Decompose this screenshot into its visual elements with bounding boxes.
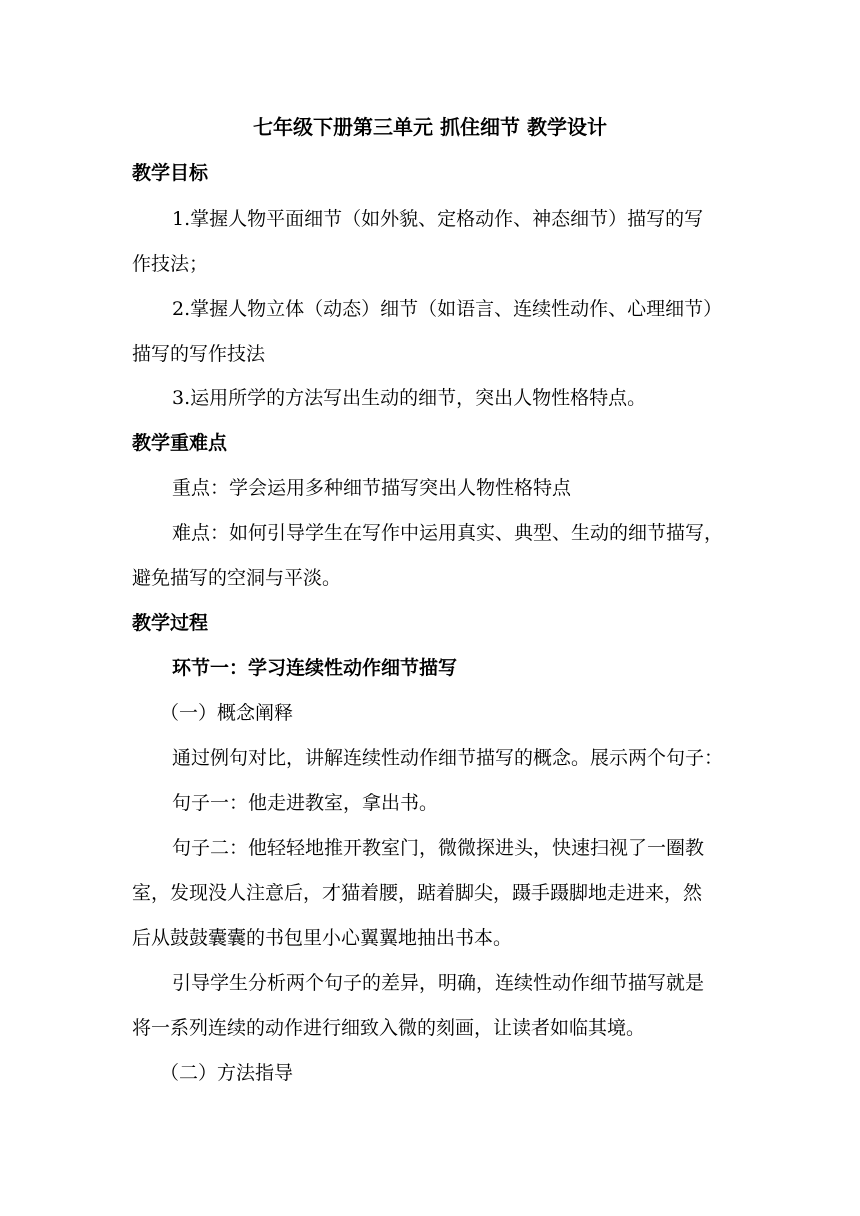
sub-2-title: （二）方法指导 <box>160 1062 294 1084</box>
key-points-heading: 教学重难点 <box>132 432 228 454</box>
sentence-2-line-1: 句子二：他轻轻地推开教室门，微微探进头，快速扫视了一圈教 <box>172 837 705 859</box>
document-title: 七年级下册第三单元 抓住细节 教学设计 <box>253 115 607 139</box>
difficult-point-line-2: 避免描写的空洞与平淡。 <box>132 567 342 589</box>
process-heading: 教学过程 <box>132 612 209 634</box>
objective-3: 3.运用所学的方法写出生动的细节，突出人物性格特点。 <box>172 387 647 409</box>
objective-1-line-2: 作技法； <box>132 253 209 275</box>
sentence-2-line-3: 后从鼓鼓囊囊的书包里小心翼翼地抽出书本。 <box>132 927 513 949</box>
sentence-1: 句子一：他走进教室，拿出书。 <box>172 792 439 814</box>
sentence-2-line-2: 室，发现没人注意后，才猫着腰，踮着脚尖，蹑手蹑脚地走进来，然 <box>132 882 703 904</box>
step-1-title: 环节一：学习连续性动作细节描写 <box>172 657 458 679</box>
objective-2-line-1: 2.掌握人物立体（动态）细节（如语言、连续性动作、心理细节） <box>172 298 723 320</box>
objective-1-line-1: 1.掌握人物平面细节（如外貌、定格动作、神态细节）描写的写 <box>172 208 704 230</box>
difficult-point-line-1: 难点：如何引导学生在写作中运用真实、典型、生动的细节描写， <box>172 522 724 544</box>
objectives-heading: 教学目标 <box>132 162 209 184</box>
sub-1-title: （一）概念阐释 <box>160 702 294 724</box>
intro-paragraph: 通过例句对比，讲解连续性动作细节描写的概念。展示两个句子： <box>172 747 724 769</box>
analysis-line-2: 将一系列连续的动作进行细致入微的刻画，让读者如临其境。 <box>132 1017 646 1039</box>
analysis-line-1: 引导学生分析两个句子的差异，明确，连续性动作细节描写就是 <box>172 972 705 994</box>
objective-2-line-2: 描写的写作技法 <box>132 343 266 365</box>
key-point: 重点：学会运用多种细节描写突出人物性格特点 <box>172 477 572 499</box>
